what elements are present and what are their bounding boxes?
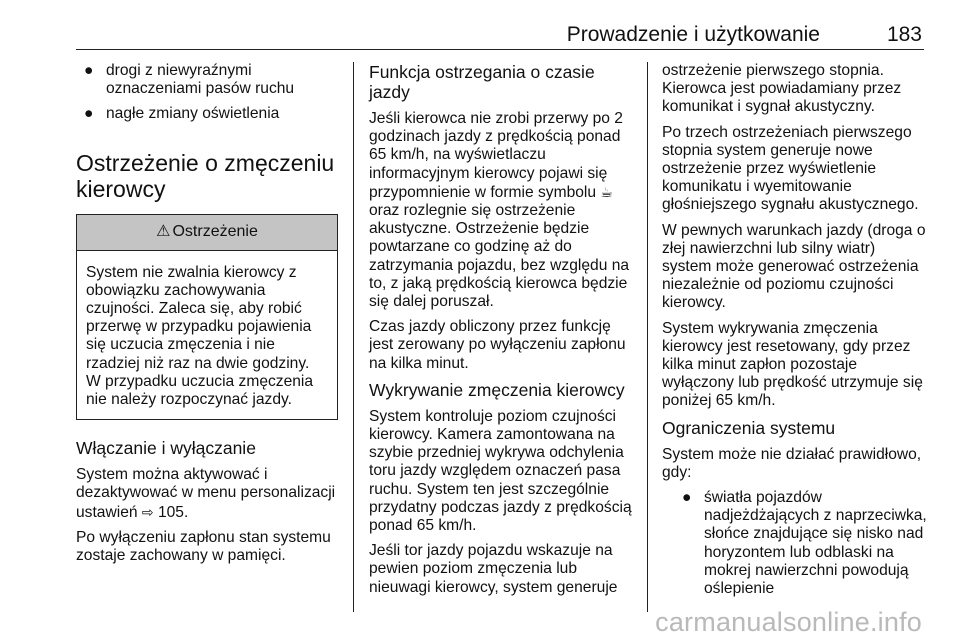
subsection-heading-detect: Wykrywanie zmęczenia kierowcy bbox=[369, 379, 625, 400]
paragraph: System wykrywania zmęczenia kierowcy jest resetowany, gdy przez kilka minut zapłon pozostaje wyłączony lub prędkość utrzymuje się poniżej 65 km/h. bbox=[662, 319, 923, 410]
list-item: ● drogi z niewyraźnymi oznaczeniami pasów ruchu bbox=[84, 62, 295, 98]
bullet-icon: ● bbox=[84, 62, 94, 79]
subsection-heading-onoff: Włączanie i wyłączanie bbox=[76, 438, 256, 459]
column-1 bbox=[76, 62, 338, 572]
warning-box bbox=[76, 214, 338, 421]
bullet-icon: ● bbox=[84, 105, 94, 123]
paragraph: Jeśli tor jazdy pojazdu wskazuje na pewien poziom zmęczenia lub nieuwagi kierowcy, system generuje bbox=[369, 542, 618, 596]
list-item: ● światła pojazdów nadjeżdżających z naprzeciwka, słońce znajdujące się nisko nad horyzontem lub odblaski na mokrej nawierzchni powodują oślepienie bbox=[682, 489, 927, 598]
paragraph: Czas jazdy obliczony przez funkcję jest zerowany po wyłączeniu zapłonu na kilka minut. bbox=[369, 318, 626, 372]
warning-triangle-icon: ⚠ bbox=[156, 223, 171, 240]
column-divider bbox=[647, 62, 648, 612]
list-item: ● nagłe zmiany oświetlenia bbox=[84, 105, 280, 123]
warning-header bbox=[77, 215, 337, 251]
paragraph: System można aktywować i dezaktywować w menu personalizacji ustawień ⇨ 105. bbox=[76, 466, 336, 521]
paragraph: Po trzech ostrzeżeniach pierwszego stopnia system generuje nowe ostrzeżenie przez wyświetlenie komunikatu i wyemitowanie głośniejszego sygnału akustycznego. bbox=[662, 123, 919, 214]
paragraph: System kontroluje poziom czujności kierowcy. Kamera zamontowana na szybie przedniej wykrywa odchylenia toru jazdy względem oznaczeń pasa ruchu. System ten jest szczególnie przydatny podczas jazdy z prędkością ponad 65 km/h. bbox=[369, 407, 632, 535]
bullet-list bbox=[76, 62, 338, 124]
warning-title: Ostrzeżenie bbox=[172, 223, 258, 240]
subsection-heading-limits: Ograniczenia systemu bbox=[662, 417, 836, 438]
paragraph: System może nie działać prawidłowo, gdy: bbox=[662, 445, 922, 481]
page-reference-icon: ⇨ bbox=[141, 503, 154, 520]
bullet-list bbox=[662, 489, 927, 598]
paragraph: Jeśli kierowca nie zrobi przerwy po 2 godzinach jazdy z prędkością ponad 65 km/h, na wyświetlaczu informacyjnym kierowcy pojawi się przypomnienie w formie symbolu ☕ oraz rozlegnie się ostrzeżenie akustyczne. Ostrzeżenie będzie powtarzane co godzinę aż do zatrzymania pojazdu, bez względu na to, z jaką prędkością kierowca będzie się dalej poruszał. bbox=[369, 110, 630, 311]
column-divider bbox=[353, 62, 354, 612]
paragraph: ostrzeżenie pierwszego stopnia. Kierowca jest powiadamiany przez komunikat i sygnał akustyczny. bbox=[662, 62, 902, 116]
paragraph: Po wyłączeniu zapłonu stan systemu zostaje zachowany w pamięci. bbox=[76, 528, 331, 565]
paragraph: W pewnych warunkach jazdy (droga o złej nawierzchni lub silny wiatr) system może generować ostrzeżenia niezależnie od poziomu czujności kierowcy. bbox=[662, 221, 926, 312]
column-2 bbox=[369, 62, 633, 604]
section-heading-fatigue: Ostrzeżenie o zmęczeniu kierowcy bbox=[76, 149, 335, 202]
watermark: carmanualsonline.info bbox=[655, 607, 922, 637]
bullet-icon: ● bbox=[682, 489, 692, 507]
coffee-cup-icon: ☕ bbox=[600, 183, 613, 200]
page-header bbox=[76, 0, 924, 50]
subsection-heading-time: Funkcja ostrzegania o czasie jazdy bbox=[369, 62, 595, 102]
column-3 bbox=[662, 62, 927, 605]
warning-text: System nie zwalnia kierowcy z obowiązku zachowywania czujności. Zaleca się, aby robić przerwę w przypadku pojawienia się uczucia zmęczenia i nie rzadziej niż raz na dwie godziny. W przypadku uczucia zmęczenia nie należy rozpoczynać jazdy. bbox=[86, 263, 314, 409]
page-number: 183 bbox=[886, 23, 922, 46]
header-title: Prowadzenie i użytkowanie bbox=[566, 23, 820, 46]
